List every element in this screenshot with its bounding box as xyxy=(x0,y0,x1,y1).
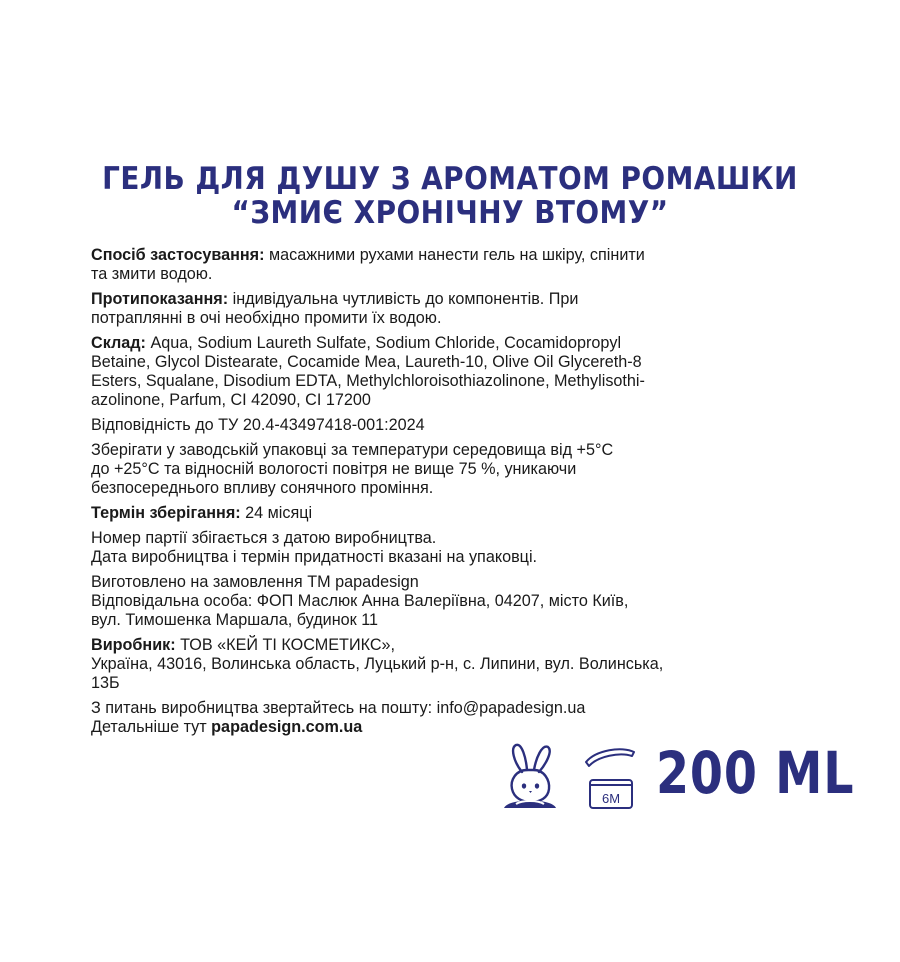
order-text-1: Виготовлено на замовлення ТМ papadesign xyxy=(91,573,419,591)
jar-label: 6M xyxy=(601,791,621,806)
website-link[interactable]: papadesign.com.ua xyxy=(211,718,363,736)
usage-text-1: масажними рухами нанести гель на шкіру, спінити xyxy=(264,246,645,264)
bottom-icons-row xyxy=(500,739,855,812)
storage-text-2: до +25°C та відносній вологості повітря не вище 75 %, уникаючи xyxy=(91,460,577,478)
usage-paragraph xyxy=(91,246,821,284)
storage-text-3: безпосереднього впливу сонячного проміння. xyxy=(91,479,434,497)
order-text-3: вул. Тимошенка Маршала, будинок 11 xyxy=(91,611,379,629)
contraindications-label: Протипоказання: xyxy=(91,290,229,308)
composition-label: Склад: xyxy=(91,334,146,352)
period-after-opening-icon xyxy=(582,744,638,810)
batch-paragraph xyxy=(91,529,821,567)
batch-text-1: Номер партії збігається з датою виробництва. xyxy=(91,529,437,547)
storage-paragraph xyxy=(91,441,821,498)
composition-text-1: Aqua, Sodium Laureth Sulfate, Sodium Chloride, Cocamidopropyl xyxy=(145,334,622,352)
label-text-block xyxy=(91,246,821,743)
product-title-line-2: “ЗМИЄ ХРОНІЧНУ ВТОМУ” xyxy=(231,195,669,231)
product-title xyxy=(0,162,900,230)
manufacturer-text-1: ТОВ «КЕЙ ТІ КОСМЕТИКС», xyxy=(175,636,396,654)
composition-paragraph xyxy=(91,334,821,410)
order-paragraph xyxy=(91,573,821,630)
standard-paragraph xyxy=(91,416,821,435)
order-text-2: Відповідальна особа: ФОП Маслюк Анна Валеріївна, 04207, місто Київ, xyxy=(91,592,629,610)
contact-text-2: Детальніше тут xyxy=(91,718,212,736)
usage-label: Спосіб застосування: xyxy=(91,246,265,264)
batch-text-2: Дата виробництва і термін придатності вказані на упаковці. xyxy=(91,548,538,566)
contraindications-paragraph xyxy=(91,290,821,328)
composition-text-3: Esters, Squalane, Disodium EDTA, Methylchloroisothiazolinone, Methylisothi- xyxy=(91,372,645,390)
volume-label: 200 ML xyxy=(656,739,855,807)
composition-text-2: Betaine, Glycol Distearate, Cocamide Mea, Laureth-10, Olive Oil Glycereth-8 xyxy=(91,353,642,371)
contact-paragraph xyxy=(91,699,821,737)
product-title-line-1: ГЕЛЬ ДЛЯ ДУШУ З АРОМАТОМ РОМАШКИ xyxy=(102,161,798,197)
shelf-life-label: Термін зберігання: xyxy=(91,504,241,522)
standard-text: Відповідність до ТУ 20.4-43497418-001:2024 xyxy=(91,416,425,434)
usage-text-2: та змити водою. xyxy=(91,265,213,283)
manufacturer-label: Виробник: xyxy=(91,636,176,654)
manufacturer-text-2: Україна, 43016, Волинська область, Луцький р-н, с. Липини, вул. Волинська, xyxy=(91,655,664,673)
contraindications-text-2: потраплянні в очі необхідно промити їх водою. xyxy=(91,309,442,327)
contact-text-1: З питань виробництва звертайтесь на пошту: info@papadesign.ua xyxy=(91,699,586,717)
shelf-life-paragraph xyxy=(91,504,821,523)
cruelty-free-rabbit-icon xyxy=(500,742,560,810)
shelf-life-value: 24 місяці xyxy=(240,504,313,522)
manufacturer-paragraph xyxy=(91,636,821,693)
manufacturer-text-3: 13Б xyxy=(91,674,120,692)
storage-text-1: Зберігати у заводській упаковці за температури середовища від +5°C xyxy=(91,441,614,459)
composition-text-4: azolinone, Parfum, CI 42090, CI 17200 xyxy=(91,391,371,409)
contraindications-text-1: індивідуальна чутливість до компонентів. При xyxy=(228,290,579,308)
